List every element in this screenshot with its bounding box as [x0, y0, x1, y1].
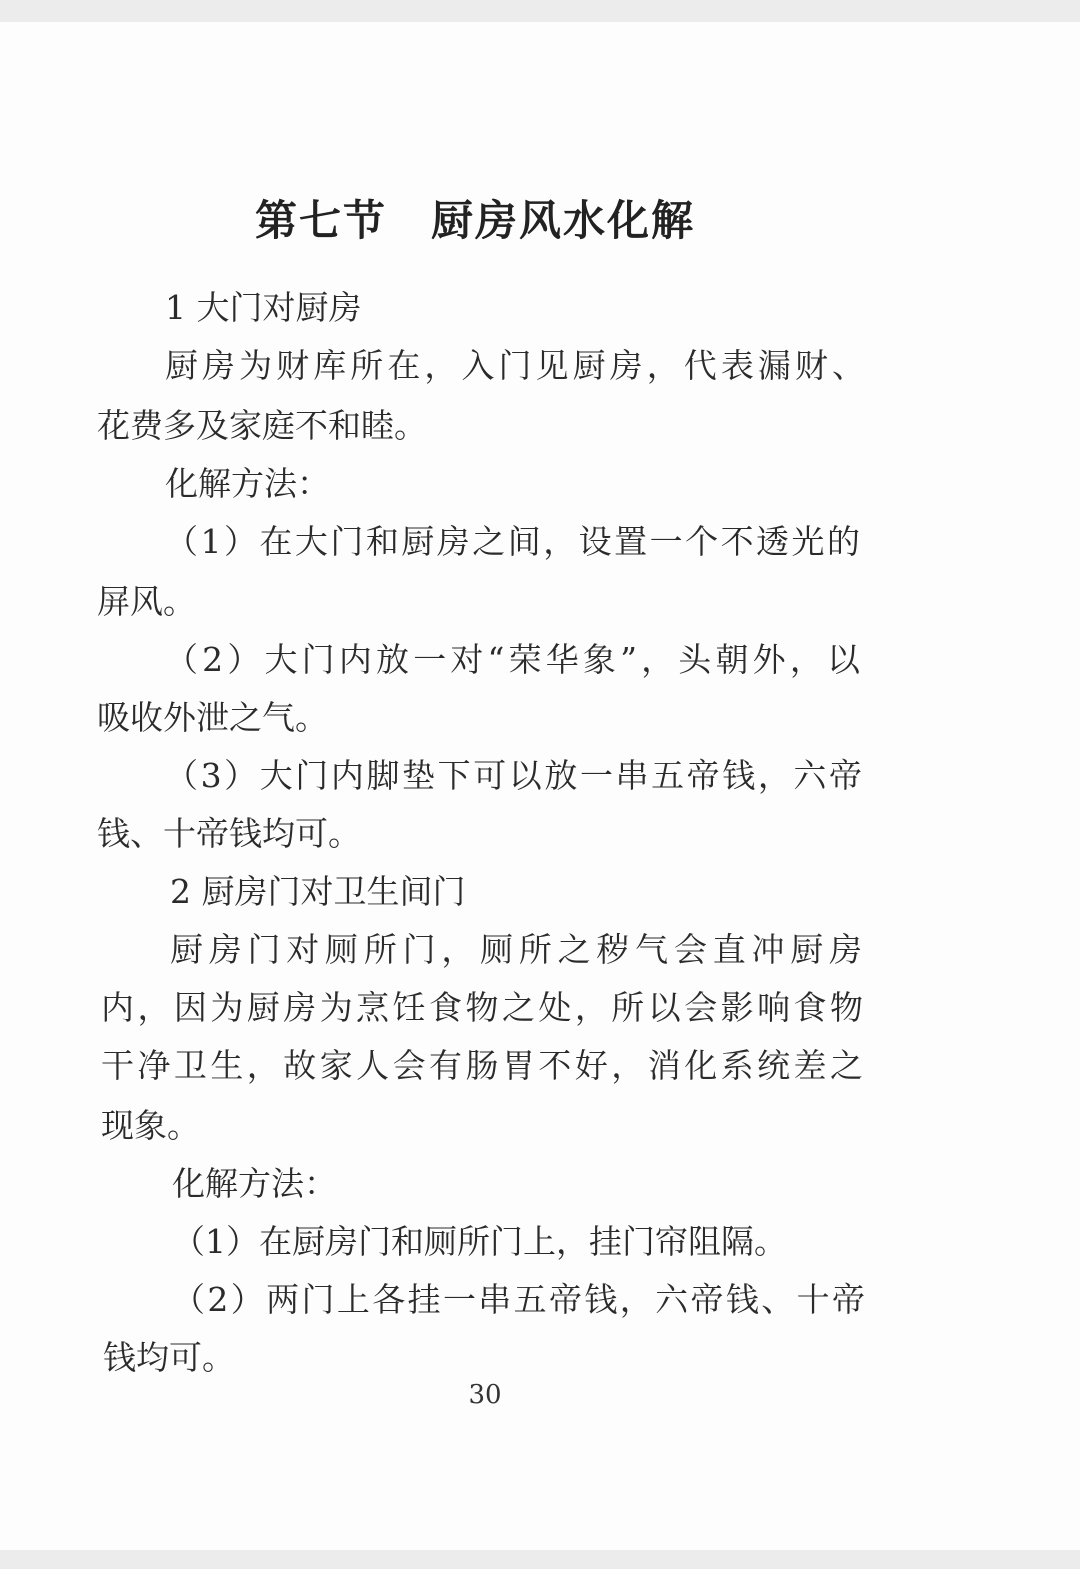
paragraph-line: 厨房为财库所在，入门见厨房，代表漏财、 [165, 346, 865, 385]
paragraph-line: 钱、十帝钱均可。 [97, 814, 361, 853]
list-item: （1）在厨房门和厕所门上，挂门帘阻隔。 [172, 1222, 787, 1261]
method-heading: 化解方法： [165, 464, 330, 503]
subheading-door-facing-kitchen: 1 大门对厨房 [165, 288, 362, 327]
paragraph-line: 屏风。 [97, 582, 196, 621]
paragraph-line: 吸收外泄之气。 [97, 698, 328, 737]
list-item: （2）大门内放一对“荣华象”，头朝外，以 [165, 640, 860, 679]
book-page [0, 22, 1080, 1550]
list-item: （2）两门上各挂一串五帝钱，六帝钱、十帝 [172, 1280, 865, 1319]
paragraph-line: 干净卫生，故家人会有肠胃不好，消化系统差之 [101, 1046, 863, 1085]
paragraph-line: 内，因为厨房为烹饪食物之处，所以会影响食物 [101, 988, 863, 1027]
subheading-kitchen-door-facing-bathroom: 2 厨房门对卫生间门 [170, 872, 466, 911]
section-title: 第七节 厨房风水化解 [254, 196, 695, 245]
page-number: 30 [468, 1380, 502, 1410]
list-item: （1）在大门和厨房之间，设置一个不透光的 [165, 522, 860, 561]
paragraph-line: 花费多及家庭不和睦。 [97, 406, 427, 445]
method-heading: 化解方法： [172, 1164, 337, 1203]
paragraph-line: 现象。 [101, 1106, 200, 1145]
paragraph-line: 钱均可。 [103, 1338, 235, 1377]
list-item: （3）大门内脚垫下可以放一串五帝钱，六帝 [165, 756, 862, 795]
paragraph-line: 厨房门对厕所门，厕所之秽气会直冲厨房 [170, 930, 862, 969]
